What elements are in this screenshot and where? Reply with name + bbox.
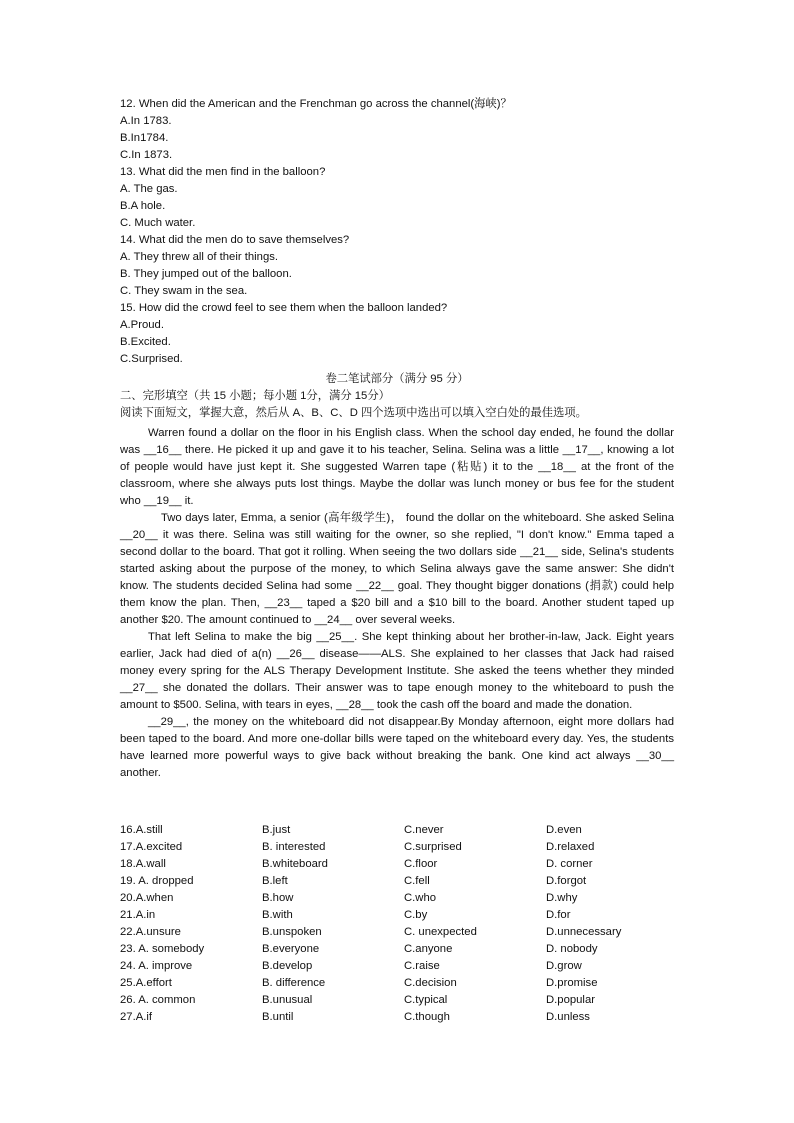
option-c: C.typical — [404, 994, 448, 1006]
option-row — [120, 941, 680, 958]
passage-paragraph: Two days later, Emma, a senior (高年级学生)， found the dollar on the whiteboard. She asked Selina __20__ it was there. Selina was still waiting for the owner, so she replied, "I don't know." Emma taped a second dollar to the board. That got it rolling. When seeing the two dollars side __21__ side, Selina's students started asking about the purpose of the money, to which Selina always gave the same answer: She didn't know. The students decided Selina had some __22__ goal. They thought bigger donations (捐款) could help them know the plan. Then, __23__ taped a $20 bill and a $10 bill to the board. Another student taped up another $20. The amount continued to __24__ over several weeks. — [120, 512, 674, 626]
question-stem: 15. How did the crowd feel to see them when the balloon landed? — [120, 302, 448, 314]
option-b: B.left — [262, 875, 288, 887]
option-d: D.even — [546, 824, 582, 836]
option-a: 24. A. improve — [120, 960, 193, 972]
question-option: A.In 1783. — [120, 115, 172, 127]
option-row — [120, 907, 680, 924]
option-c: C.raise — [404, 960, 440, 972]
option-c: C.surprised — [404, 841, 462, 853]
option-d: D.popular — [546, 994, 595, 1006]
option-d: D.unnecessary — [546, 926, 622, 938]
passage-paragraph: That left Selina to make the big __25__. She kept thinking about her brother-in-law, Jack. Eight years earlier, Jack had died of a(n) __26__ disease——ALS. She explained to her classes that Jack had raised money every spring for the ALS Therapy Development Institute. She asked the teens whether they minded __27__ she donated the dollars. Their answer was to tape enough money to the whiteboard to push the amount to $500. Selina, with tears in eyes, __28__ took the cash off the board and made the donation. — [120, 631, 674, 711]
option-a: 26. A. common — [120, 994, 196, 1006]
option-a: 18.A.wall — [120, 858, 166, 870]
option-d: D.why — [546, 892, 578, 904]
option-b: B.develop — [262, 960, 313, 972]
question-option: A. They threw all of their things. — [120, 251, 279, 263]
option-a: 25.A.effort — [120, 977, 172, 989]
option-row — [120, 839, 680, 856]
question-option: B.In1784. — [120, 132, 169, 144]
question-option: A. The gas. — [120, 183, 178, 195]
question-option: B.A hole. — [120, 200, 166, 212]
option-a: 17.A.excited — [120, 841, 183, 853]
option-b: B.everyone — [262, 943, 320, 955]
option-c: C.never — [404, 824, 444, 836]
option-a: 23. A. somebody — [120, 943, 205, 955]
option-b: B.with — [262, 909, 293, 921]
option-a: 16.A.still — [120, 824, 163, 836]
question-option: B. They jumped out of the balloon. — [120, 268, 292, 280]
option-row — [120, 992, 680, 1009]
question-option: C. Much water. — [120, 217, 196, 229]
option-d: D.grow — [546, 960, 582, 972]
option-row — [120, 958, 680, 975]
option-row — [120, 873, 680, 890]
option-a: 22.A.unsure — [120, 926, 181, 938]
option-d: D.promise — [546, 977, 598, 989]
option-d: D. corner — [546, 858, 593, 870]
option-c: C.by — [404, 909, 428, 921]
option-c: C.decision — [404, 977, 457, 989]
option-row — [120, 890, 680, 907]
option-a: 21.A.in — [120, 909, 156, 921]
section-title: 卷二笔试部分（满分 95 分） — [325, 373, 469, 385]
question-option: C.Surprised. — [120, 353, 183, 365]
passage-paragraph: __29__, the money on the whiteboard did not disappear.By Monday afternoon, eight more dollars had been taped to the board. And more one-dollar bills were taped on the whiteboard every day. Yes, the students have learned more powerful ways to give back without breaking the bank. One kind act always __30__ another. — [120, 716, 674, 779]
section-heading: 二、完形填空（共 15 小题；每小题 1分，满分 15分） — [120, 390, 390, 402]
option-d: D.relaxed — [546, 841, 595, 853]
question-stem: 12. When did the American and the Frenchman go across the channel(海峡)？ — [120, 98, 512, 110]
listening-questions — [120, 96, 680, 368]
option-row — [120, 924, 680, 941]
cloze-header — [120, 388, 680, 422]
option-d: D. nobody — [546, 943, 598, 955]
question-stem: 14. What did the men do to save themselves? — [120, 234, 350, 246]
option-d: D.for — [546, 909, 571, 921]
option-c: C.though — [404, 1011, 450, 1023]
option-b: B.until — [262, 1011, 294, 1023]
option-row — [120, 856, 680, 873]
option-b: B.unusual — [262, 994, 313, 1006]
option-a: 19. A. dropped — [120, 875, 194, 887]
option-c: C.who — [404, 892, 437, 904]
section-instruction: 阅读下面短文，掌握大意，然后从 A、B、C、D 四个选项中选出可以填入空白处的最佳选项。 — [120, 407, 587, 419]
question-option: C.In 1873. — [120, 149, 173, 161]
option-c: C.fell — [404, 875, 430, 887]
option-d: D.unless — [546, 1011, 590, 1023]
option-c: C. unexpected — [404, 926, 477, 938]
option-b: B.whiteboard — [262, 858, 328, 870]
option-c: C.floor — [404, 858, 438, 870]
option-b: B.just — [262, 824, 291, 836]
option-b: B.unspoken — [262, 926, 322, 938]
option-a: 27.A.if — [120, 1011, 153, 1023]
option-b: B.how — [262, 892, 294, 904]
cloze-options — [120, 822, 680, 1026]
option-b: B. interested — [262, 841, 326, 853]
question-stem: 13. What did the men find in the balloon? — [120, 166, 326, 178]
option-d: D.forgot — [546, 875, 587, 887]
option-row — [120, 822, 680, 839]
cloze-passage — [120, 425, 674, 782]
option-row — [120, 975, 680, 992]
question-option: B.Excited. — [120, 336, 171, 348]
question-option: C. They swam in the sea. — [120, 285, 248, 297]
option-row — [120, 1009, 680, 1026]
option-b: B. difference — [262, 977, 326, 989]
option-a: 20.A.when — [120, 892, 174, 904]
option-c: C.anyone — [404, 943, 453, 955]
passage-paragraph: Warren found a dollar on the floor in his English class. When the school day ended, he found the dollar was __16__ there. He picked it up and gave it to his teacher, Selina. Selina was a little __17__, knowing a lot of people would have just kept it. She suggested Warren tape (粘贴) it to the __18__ at the front of the classroom, where she always puts lost things. Maybe the dollar was lunch money or bus fee for the student who __19__ it. — [120, 427, 674, 507]
question-option: A.Proud. — [120, 319, 164, 331]
